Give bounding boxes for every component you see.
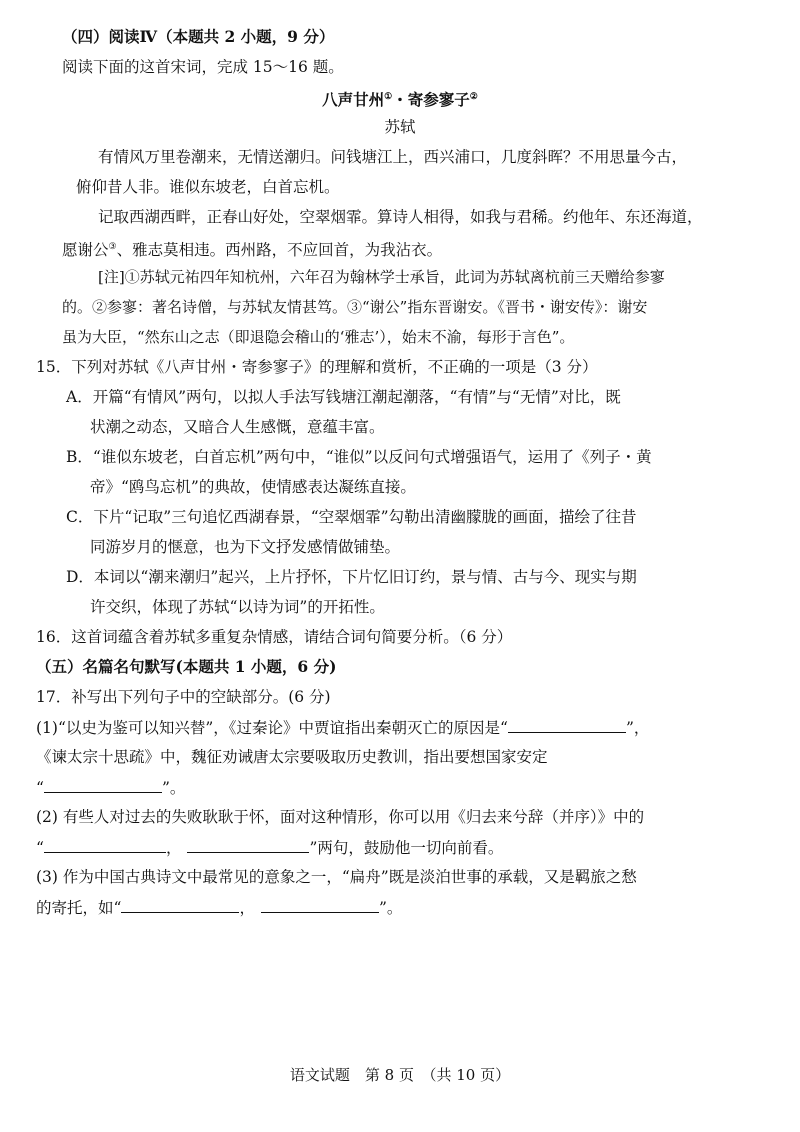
section-4-header: （四）阅读Ⅳ（本题共 2 小题，9 分） (62, 27, 335, 46)
section-5-header: （五）名篇名句默写(本题共 1 小题，6 分) (36, 657, 337, 676)
q17-stem: 17．补写出下列句子中的空缺部分。(6 分) (36, 688, 331, 706)
q17-part1-line2: 《谏太宗十思疏》中，魏征劝诫唐太宗要吸取历史教训，指出要想国家安定 (36, 748, 548, 766)
poem-stanza2-line1: 记取西湖西畔，正春山好处，空翠烟霏。算诗人相得，如我与君稀。约他年、东还海道， (98, 208, 703, 226)
answer-blank[interactable] (121, 896, 239, 913)
q15-option-b-line2: 帝》“鸥鸟忘机”的典故，使情感表达凝练直接。 (90, 478, 416, 496)
q17-part3-line1: (3) 作为中国古典诗文中最常见的意象之一，“扁舟”既是淡泊世事的承载，又是羁旅之愁 (36, 868, 637, 886)
answer-blank[interactable] (44, 776, 162, 793)
q15-option-a-line2: 状潮之动态，又暗合人生感慨，意蕴丰富。 (90, 418, 385, 436)
q17-part1-line3: “ ”。 (36, 776, 185, 799)
q15-stem: 15．下列对苏轼《八声甘州・寄参寥子》的理解和赏析，不正确的一项是（3 分） (36, 358, 598, 376)
q17-part1-line1: (1)“以史为鉴可以知兴替”，《过秦论》中贾谊指出秦朝灭亡的原因是“ ”， (36, 716, 649, 739)
q15-option-a-line1: A．开篇“有情风”两句，以拟人手法写钱塘江潮起潮落，“有情”与“无情”对比，既 (66, 388, 621, 406)
reading-instruction: 阅读下面的这首宋词，完成 15～16 题。 (62, 58, 344, 76)
answer-blank[interactable] (187, 836, 309, 853)
q16-stem: 16．这首词蕴含着苏轼多重复杂情感，请结合词句简要分析。（6 分） (36, 628, 513, 646)
poem-stanza1-line2: 俯仰昔人非。谁似东坡老，白首忘机。 (76, 178, 340, 196)
poem-stanza2-line2: 愿谢公③、雅志莫相违。西州路，不应回首，为我沾衣。 (62, 241, 443, 260)
q15-option-c-line1: C．下片“记取”三句追忆西湖春景，“空翠烟霏”勾勒出清幽朦胧的画面，描绘了往昔 (66, 508, 637, 526)
q17-part2-line1: (2) 有些人对过去的失败耿耿于怀，面对这种情形，你可以用《归去来兮辞（并序）》中的 (36, 808, 645, 826)
q15-option-b-line1: B．“谁似东坡老，白首忘机”两句中，“谁似”以反问句式增强语气，运用了《列子・黄 (66, 448, 652, 466)
q17-part2-line2: “ ， ”两句，鼓励他一切向前看。 (36, 836, 503, 859)
answer-blank[interactable] (261, 896, 379, 913)
q15-option-d-line2: 许交织，体现了苏轼“以诗为词”的开拓性。 (90, 598, 385, 616)
poem-stanza1-line1: 有情风万里卷潮来，无情送潮归。问钱塘江上，西兴浦口，几度斜晖？不用思量今古， (98, 148, 688, 166)
answer-blank[interactable] (508, 716, 626, 733)
q15-option-d-line1: D．本词以“潮来潮归”起兴，上片抒怀，下片忆旧订约，景与情、古与今、现实与期 (66, 568, 637, 586)
answer-blank[interactable] (44, 836, 166, 853)
poem-author: 苏轼 (384, 118, 416, 136)
note-line-2: 的。②参寥：著名诗僧，与苏轼友情甚笃。③“谢公”指东晋谢安。《晋书・谢安传》：谢安 (62, 298, 648, 316)
note-line-1: [注]①苏轼元祐四年知杭州，六年召为翰林学士承旨，此词为苏轼离杭前三天赠给参寥 (98, 268, 665, 286)
note-line-3: 虽为大臣，“然东山之志（即退隐会稽山的‘雅志’），始末不渝，每形于言色”。 (62, 328, 575, 346)
page-footer: 语文试题 第 8 页 （共 10 页） (289, 1066, 511, 1084)
q17-part3-line2: 的寄托，如“ ， ”。 (36, 896, 402, 919)
q15-option-c-line2: 同游岁月的惬意，也为下文抒发感情做铺垫。 (90, 538, 401, 556)
poem-title: 八声甘州①・寄参寥子② (322, 90, 478, 110)
